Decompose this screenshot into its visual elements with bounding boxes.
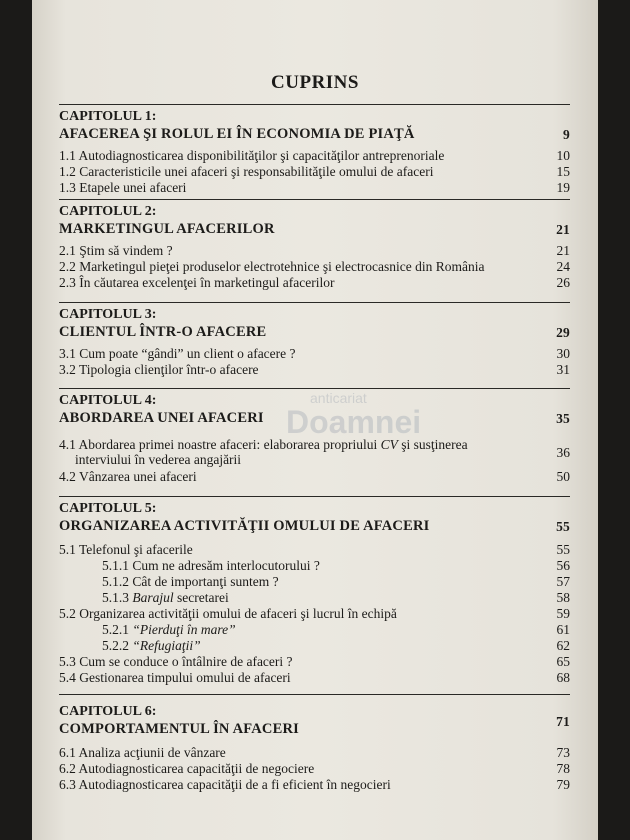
entry-page: 68 [556,670,570,685]
chapter-5 [59,496,570,686]
entry-text: 5.1.3 Barajul secretarei [102,590,229,605]
entry-text: 3.1 Cum poate “gândi” un client o afacere ? [59,346,296,361]
entry-page: 50 [556,469,570,484]
chapter-page: 71 [556,714,570,729]
chapter-page: 21 [556,222,570,237]
chapter-label: CAPITOLUL 3: [59,307,157,322]
entry-page: 21 [556,243,570,258]
chapter-heading-text: COMPORTAMENTUL ÎN AFACERI [59,721,299,737]
entry-text: 6.2 Autodiagnosticarea capacităţii de negociere [59,761,315,776]
toc-entry [59,606,570,622]
toc-entry [59,362,570,378]
chapter-heading-text: ABORDAREA UNEI AFACERI [59,410,264,426]
entry-text: 5.4 Gestionarea timpului omului de afaceri [59,670,291,685]
chapter-page: 55 [556,519,570,534]
entry-text-continued: interviului în vederea angajării [75,452,242,467]
entry-text: 2.1 Ştim să vindem ? [59,243,173,258]
watermark-line2: Doamnei [286,404,422,440]
entry-text: 6.3 Autodiagnosticarea capacităţii de a fi eficient în negocieri [59,777,391,792]
entry-page: 30 [556,346,570,361]
chapter-label: CAPITOLUL 6: [59,704,157,719]
entry-text: 2.2 Marketingul pieţei produselor electrotehnice şi electrocasnice din România [59,259,485,274]
chapter-3 [59,302,570,378]
chapter-heading [59,221,570,238]
toc-entry [59,148,570,164]
entry-page: 36 [556,445,570,460]
entry-text: 4.2 Vânzarea unei afaceri [59,469,197,484]
book-page [32,0,598,840]
page-title: CUPRINS [271,72,359,93]
toc-entry [59,180,570,196]
entry-text: 5.2.1 “Pierduţi în mare” [102,622,236,637]
entry-page: 10 [556,148,570,163]
toc-entry [59,275,570,291]
entry-page: 61 [556,622,570,637]
chapter-1 [59,104,570,196]
entry-page: 58 [556,590,570,605]
entry-text: 5.2 Organizarea activităţii omului de afaceri şi lucrul în echipă [59,606,397,621]
entry-text: 4.1 Abordarea primei noastre afaceri: elaborarea propriului CV şi susţinerea [59,437,468,452]
toc-subentry [59,590,570,606]
chapter-label: CAPITOLUL 4: [59,393,157,408]
toc-subentry [59,574,570,590]
chapter-heading [59,410,570,427]
chapter-heading [59,126,570,143]
entry-page: 56 [556,558,570,573]
entry-page: 73 [556,745,570,760]
toc-entry [59,243,570,259]
chapter-label: CAPITOLUL 1: [59,109,157,124]
entry-text: 5.1 Telefonul şi afacerile [59,542,193,557]
chapter-heading-text: ORGANIZAREA ACTIVITĂŢII OMULUI DE AFACERI [59,518,430,534]
chapter-page: 35 [556,411,570,426]
chapter-heading-text: CLIENTUL ÎNTR-O AFACERE [59,324,267,340]
entry-page: 62 [556,638,570,653]
chapter-label: CAPITOLUL 5: [59,501,157,516]
watermark-line1: anticariat [310,390,367,406]
entry-text: 1.1 Autodiagnosticarea disponibilităţilor şi capacităţilor antreprenoriale [59,148,445,163]
chapter-4 [59,388,570,485]
toc-entry [59,761,570,777]
chapter-heading-text: MARKETINGUL AFACERILOR [59,221,275,237]
entry-text: 5.3 Cum se conduce o întâlnire de afaceri ? [59,654,293,669]
toc-entry [59,654,570,670]
toc-subentry [59,622,570,638]
entry-page: 19 [556,180,570,195]
entry-text: 3.2 Tipologia clienţilor într-o afacere [59,362,259,377]
chapter-page: 9 [563,127,570,142]
chapter-heading [59,324,570,341]
entry-text: 1.2 Caracteristicile unei afaceri şi responsabilităţile omului de afaceri [59,164,434,179]
entry-page: 55 [556,542,570,557]
toc-entry [59,259,570,275]
toc-subentry [59,638,570,654]
toc-entry [59,745,570,761]
entry-page: 24 [556,259,570,274]
chapter-label: CAPITOLUL 2: [59,204,157,219]
toc-entry [59,670,570,686]
chapter-2 [59,199,570,291]
entry-text: 5.1.2 Cât de importanţi suntem ? [102,574,279,589]
entry-text: 5.1.1 Cum ne adresăm interlocutorului ? [102,558,320,573]
toc-entry [59,777,570,793]
entry-text: 6.1 Analiza acţiunii de vânzare [59,745,226,760]
entry-page: 59 [556,606,570,621]
toc-entry [59,542,570,558]
chapter-page: 29 [556,325,570,340]
toc-entry [59,346,570,362]
toc-subentry [59,558,570,574]
chapter-heading [59,518,570,535]
entry-page: 15 [556,164,570,179]
chapter-heading [59,714,570,738]
entry-page: 79 [556,777,570,792]
entry-text: 2.3 În căutarea excelenţei în marketingul afacerilor [59,275,335,290]
entry-page: 26 [556,275,570,290]
toc-entry [59,469,570,485]
entry-page: 31 [556,362,570,377]
entry-text: 5.2.2 “Refugiaţii” [102,638,201,653]
entry-text: 1.3 Etapele unei afaceri [59,180,187,195]
chapter-heading-text: AFACEREA ŞI ROLUL EI ÎN ECONOMIA DE PIAŢĂ [59,126,415,142]
entry-page: 78 [556,761,570,776]
toc-entry [59,437,570,467]
entry-page: 57 [556,574,570,589]
chapter-6 [59,694,570,793]
toc-entry [59,164,570,180]
entry-page: 65 [556,654,570,669]
